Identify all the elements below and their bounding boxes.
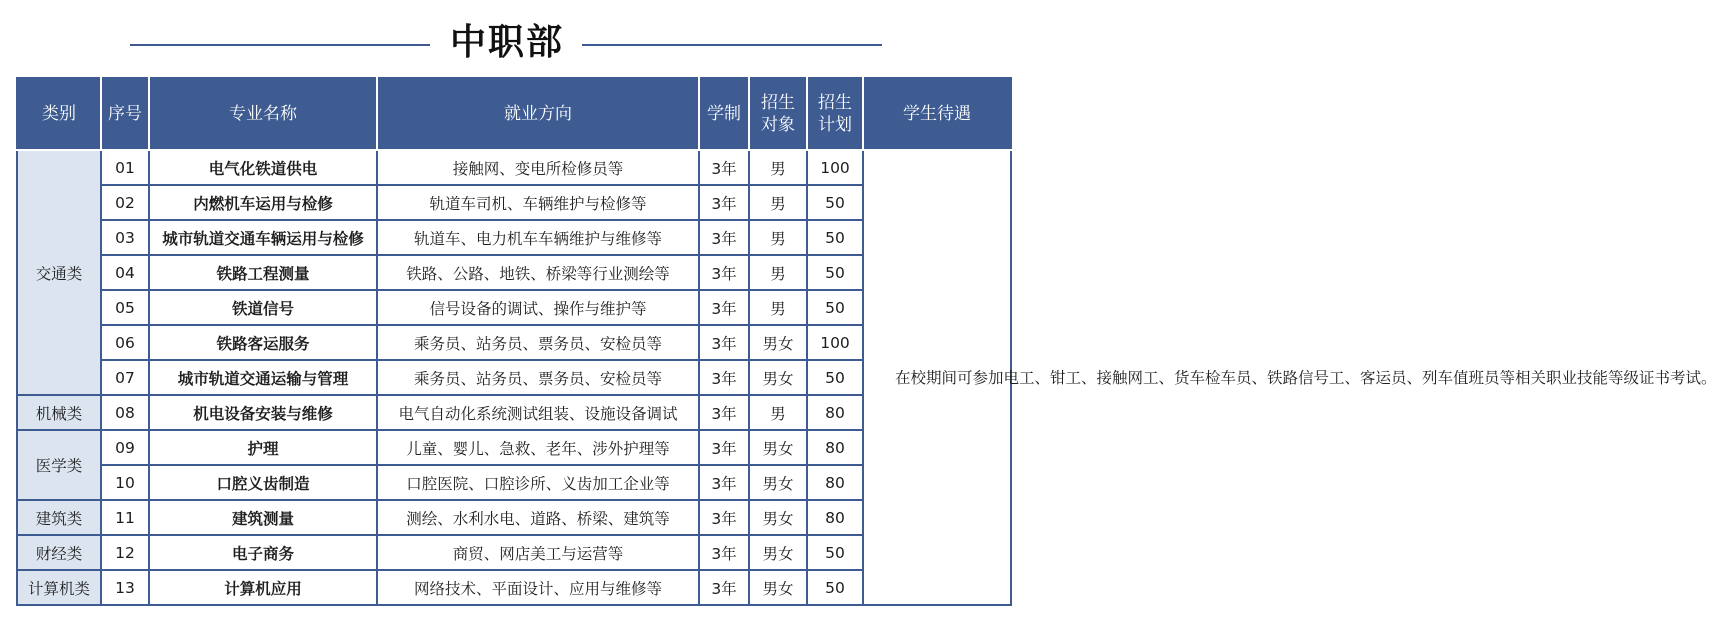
major-name-cell: 铁路客运服务 — [149, 325, 377, 360]
direction-cell: 网络技术、平面设计、应用与维修等 — [377, 570, 699, 605]
major-name-cell: 机电设备安装与维修 — [149, 395, 377, 430]
duration-cell: 3年 — [699, 220, 749, 255]
target-cell: 男女 — [749, 360, 807, 395]
direction-cell: 铁路、公路、地铁、桥梁等行业测绘等 — [377, 255, 699, 290]
header-benefits: 学生待遇 — [863, 78, 1011, 150]
direction-cell: 轨道车、电力机车车辆维护与维修等 — [377, 220, 699, 255]
major-name-cell: 电子商务 — [149, 535, 377, 570]
major-name-cell: 电气化铁道供电 — [149, 150, 377, 185]
category-cell: 建筑类 — [17, 500, 101, 535]
table-row — [17, 500, 1011, 535]
major-name-cell: 护理 — [149, 430, 377, 465]
major-name-cell: 铁道信号 — [149, 290, 377, 325]
plan-cell: 50 — [807, 220, 863, 255]
plan-cell: 50 — [807, 570, 863, 605]
major-name-cell: 城市轨道交通车辆运用与检修 — [149, 220, 377, 255]
header-seq: 序号 — [101, 78, 149, 150]
direction-cell: 接触网、变电所检修员等 — [377, 150, 699, 185]
seq-cell: 01 — [101, 150, 149, 185]
target-cell: 男女 — [749, 430, 807, 465]
duration-cell: 3年 — [699, 150, 749, 185]
target-cell: 男 — [749, 395, 807, 430]
plan-cell: 80 — [807, 465, 863, 500]
table-row — [17, 395, 1011, 430]
table-row — [17, 290, 1011, 325]
category-cell: 计算机类 — [17, 570, 101, 605]
header-major: 专业名称 — [149, 78, 377, 150]
header-plan-text: 招生计划 — [818, 93, 852, 135]
seq-cell: 07 — [101, 360, 149, 395]
plan-cell: 50 — [807, 185, 863, 220]
table-header-row — [17, 78, 1011, 150]
direction-cell: 信号设备的调试、操作与维护等 — [377, 290, 699, 325]
header-plan — [807, 78, 863, 150]
target-cell: 男女 — [749, 500, 807, 535]
seq-cell: 02 — [101, 185, 149, 220]
target-cell: 男 — [749, 220, 807, 255]
table-row — [17, 465, 1011, 500]
seq-cell: 08 — [101, 395, 149, 430]
direction-cell: 儿童、婴儿、急救、老年、涉外护理等 — [377, 430, 699, 465]
plan-cell: 50 — [807, 360, 863, 395]
seq-cell: 04 — [101, 255, 149, 290]
direction-cell: 商贸、网店美工与运营等 — [377, 535, 699, 570]
direction-cell: 乘务员、站务员、票务员、安检员等 — [377, 325, 699, 360]
target-cell: 男 — [749, 185, 807, 220]
duration-cell: 3年 — [699, 290, 749, 325]
header-category: 类别 — [17, 78, 101, 150]
seq-cell: 13 — [101, 570, 149, 605]
table-row — [17, 360, 1011, 395]
benefits-cell — [863, 150, 1717, 605]
seq-cell: 09 — [101, 430, 149, 465]
major-name-cell: 内燃机车运用与检修 — [149, 185, 377, 220]
target-cell: 男女 — [749, 325, 807, 360]
plan-cell: 80 — [807, 500, 863, 535]
major-name-cell: 口腔义齿制造 — [149, 465, 377, 500]
target-cell: 男女 — [749, 535, 807, 570]
table-row — [17, 185, 1011, 220]
category-cell: 财经类 — [17, 535, 101, 570]
duration-cell: 3年 — [699, 255, 749, 290]
major-name-cell: 铁路工程测量 — [149, 255, 377, 290]
majors-table — [16, 77, 1717, 606]
plan-cell: 80 — [807, 395, 863, 430]
target-cell: 男 — [749, 255, 807, 290]
header-target — [749, 78, 807, 150]
benefits-text: 在校期间可参加电工、钳工、接触网工、货车检车员、铁路信号工、客运员、列车值班员等相关职业技能等级证书考试。 — [895, 368, 1717, 387]
table-row — [17, 255, 1011, 290]
seq-cell: 06 — [101, 325, 149, 360]
category-cell: 医学类 — [17, 430, 101, 500]
table-row — [17, 535, 1011, 570]
major-name-cell: 建筑测量 — [149, 500, 377, 535]
target-cell: 男女 — [749, 570, 807, 605]
direction-cell: 电气自动化系统测试组装、设施设备调试 — [377, 395, 699, 430]
table-row — [17, 325, 1011, 360]
plan-cell: 100 — [807, 150, 863, 185]
duration-cell: 3年 — [699, 430, 749, 465]
target-cell: 男 — [749, 290, 807, 325]
table-row — [17, 220, 1011, 255]
target-cell: 男女 — [749, 465, 807, 500]
page-title: 中职部 — [449, 22, 564, 63]
duration-cell: 3年 — [699, 500, 749, 535]
duration-cell: 3年 — [699, 360, 749, 395]
duration-cell: 3年 — [699, 570, 749, 605]
duration-cell: 3年 — [699, 465, 749, 500]
major-name-cell: 计算机应用 — [149, 570, 377, 605]
direction-cell: 口腔医院、口腔诊所、义齿加工企业等 — [377, 465, 699, 500]
table-row — [17, 150, 1011, 185]
plan-cell: 50 — [807, 535, 863, 570]
direction-cell: 乘务员、站务员、票务员、安检员等 — [377, 360, 699, 395]
duration-cell: 3年 — [699, 395, 749, 430]
duration-cell: 3年 — [699, 535, 749, 570]
header-duration: 学制 — [699, 78, 749, 150]
target-cell: 男 — [749, 150, 807, 185]
duration-cell: 3年 — [699, 185, 749, 220]
title-divider-left — [130, 44, 430, 46]
plan-cell: 80 — [807, 430, 863, 465]
seq-cell: 05 — [101, 290, 149, 325]
seq-cell: 12 — [101, 535, 149, 570]
category-cell: 机械类 — [17, 395, 101, 430]
duration-cell: 3年 — [699, 325, 749, 360]
plan-cell: 50 — [807, 290, 863, 325]
table-row — [17, 570, 1011, 605]
plan-cell: 50 — [807, 255, 863, 290]
seq-cell: 03 — [101, 220, 149, 255]
header-target-text: 招生对象 — [761, 93, 795, 135]
table-row — [17, 430, 1011, 465]
title-divider-right — [582, 44, 882, 46]
header-direction: 就业方向 — [377, 78, 699, 150]
direction-cell: 轨道车司机、车辆维护与检修等 — [377, 185, 699, 220]
seq-cell: 10 — [101, 465, 149, 500]
major-name-cell: 城市轨道交通运输与管理 — [149, 360, 377, 395]
title-bar — [0, 14, 1030, 72]
direction-cell: 测绘、水利水电、道路、桥梁、建筑等 — [377, 500, 699, 535]
category-cell: 交通类 — [17, 150, 101, 395]
plan-cell: 100 — [807, 325, 863, 360]
seq-cell: 11 — [101, 500, 149, 535]
